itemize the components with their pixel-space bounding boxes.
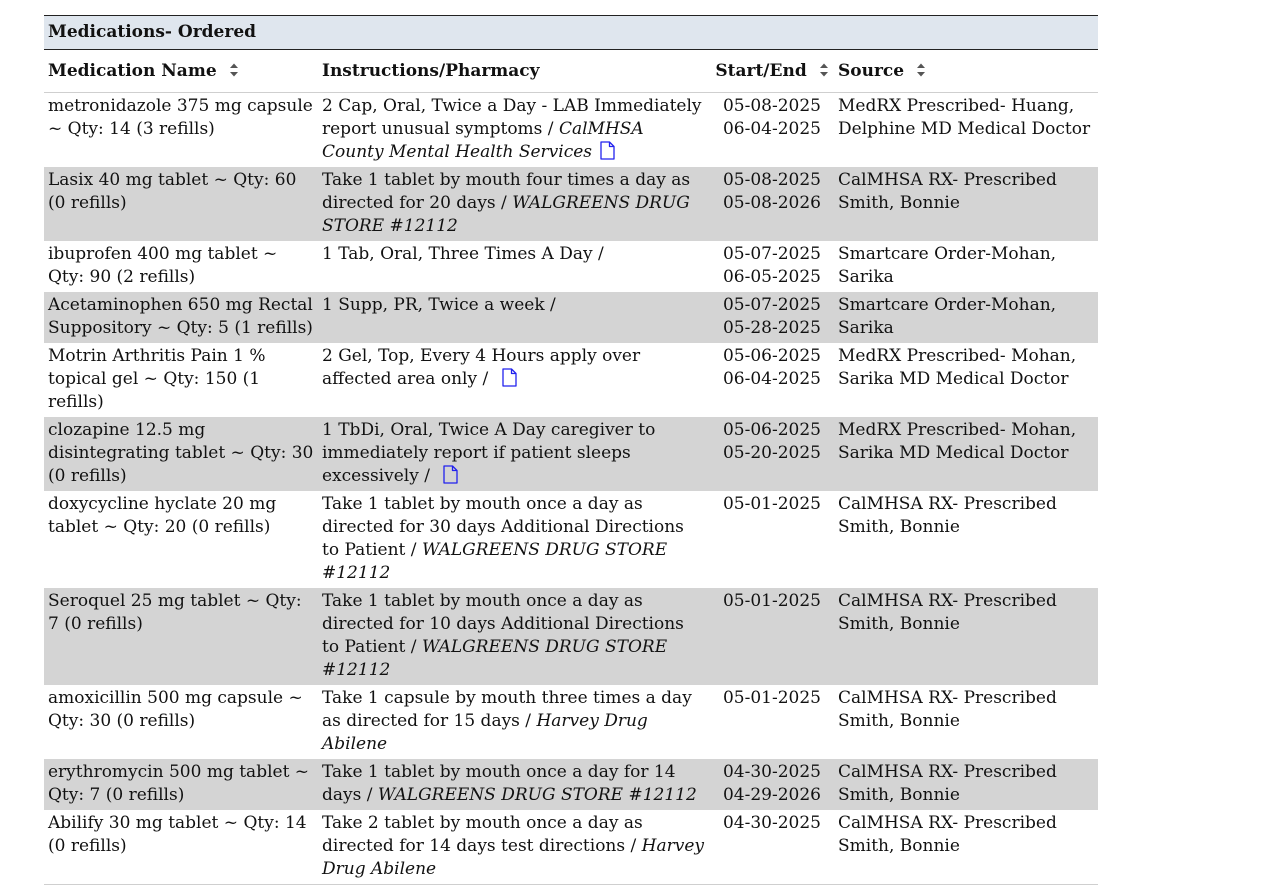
source-text: MedRX Prescribed- Mohan, Sarika MD Medical Doctor [838,420,1077,463]
medication-row[interactable] [44,292,1098,343]
instructions-cell [318,343,710,417]
instructions-cell [318,417,710,491]
medication-name-cell [44,491,318,588]
instructions-text: Take 2 tablet by mouth once a day as directed for 14 days test directions / [322,813,643,856]
medications-ordered-panel [44,15,1098,885]
source-text: MedRX Prescribed- Mohan, Sarika MD Medical Doctor [838,346,1077,389]
instructions-text: 2 Cap, Oral, Twice a Day - LAB Immediately report unusual symptoms / [322,96,702,139]
instructions-text: Take 1 tablet by mouth once a day as directed for 10 days Additional Directions to Patient / [322,591,684,657]
dates-cell [710,759,834,810]
instructions-cell [318,810,710,885]
start-date: 05-08-2025 [722,96,821,116]
medication-name: Abilify 30 mg tablet ~ Qty: 14 (0 refills) [48,813,307,856]
start-date: 05-07-2025 [722,244,821,264]
medication-name: Lasix 40 mg tablet ~ Qty: 60 (0 refills) [48,170,297,213]
source-text: CalMHSA RX- Prescribed Smith, Bonnie [838,688,1057,731]
column-header-start-end[interactable] [710,50,834,93]
end-date: 06-05-2025 [722,267,821,287]
medication-name-cell [44,167,318,241]
source-text: CalMHSA RX- Prescribed Smith, Bonnie [838,170,1057,213]
medication-row[interactable] [44,685,1098,759]
medication-name: Seroquel 25 mg tablet ~ Qty: 7 (0 refills) [48,591,302,634]
instructions-cell [318,759,710,810]
source-text: Smartcare Order-Mohan, Sarika [838,244,1057,287]
medication-name-cell [44,241,318,292]
medication-name-cell [44,588,318,685]
medication-row[interactable] [44,759,1098,810]
end-date: 06-04-2025 [722,119,821,139]
source-text: CalMHSA RX- Prescribed Smith, Bonnie [838,494,1057,537]
dates-cell [710,241,834,292]
source-cell [834,241,1098,292]
instructions-cell [318,491,710,588]
source-cell [834,292,1098,343]
end-date: 06-04-2025 [722,369,821,389]
source-text: CalMHSA RX- Prescribed Smith, Bonnie [838,762,1057,805]
end-date: 05-08-2026 [722,193,821,213]
dates-cell [710,810,834,885]
medication-row[interactable] [44,241,1098,292]
pharmacy-name: WALGREENS DRUG STORE #12112 [322,637,668,680]
medication-name-cell [44,810,318,885]
medication-row[interactable] [44,810,1098,885]
medication-name: ibuprofen 400 mg tablet ~ Qty: 90 (2 refills) [48,244,278,287]
pharmacy-name: WALGREENS DRUG STORE #12112 [322,193,690,236]
column-header-label: Instructions/Pharmacy [322,61,540,81]
instructions-cell [318,588,710,685]
medication-row[interactable] [44,491,1098,588]
column-header-source[interactable] [834,50,1098,93]
medication-name: amoxicillin 500 mg capsule ~ Qty: 30 (0 refills) [48,688,303,731]
dates-cell [710,167,834,241]
table-header-row [44,50,1098,93]
medication-row[interactable] [44,167,1098,241]
medication-row[interactable] [44,417,1098,491]
instructions-cell [318,685,710,759]
end-date: 04-29-2026 [722,785,821,805]
pharmacy-name: WALGREENS DRUG STORE #12112 [322,540,668,583]
start-date: 05-08-2025 [722,170,821,190]
medication-name-cell [44,343,318,417]
document-icon[interactable] [502,368,517,387]
instructions-text: 1 TbDi, Oral, Twice A Day caregiver to immediately report if patient sleeps excessively / [322,420,656,486]
source-cell [834,93,1098,168]
dates-cell [710,588,834,685]
source-text: CalMHSA RX- Prescribed Smith, Bonnie [838,813,1057,856]
pharmacy-name: Harvey Drug Abilene [322,711,648,754]
medication-name-cell [44,292,318,343]
source-cell [834,588,1098,685]
instructions-text: Take 1 tablet by mouth once a day as directed for 30 days Additional Directions to Patient / [322,494,684,560]
source-cell [834,810,1098,885]
start-date: 04-30-2025 [722,813,821,833]
source-text: MedRX Prescribed- Huang, Delphine MD Medical Doctor [838,96,1091,139]
instructions-cell [318,93,710,168]
dates-cell [710,417,834,491]
instructions-cell [318,167,710,241]
dates-cell [710,93,834,168]
end-date: 05-20-2025 [722,443,821,463]
start-date: 05-01-2025 [722,494,821,514]
document-icon[interactable] [443,465,458,484]
pharmacy-name: Harvey Drug Abilene [322,836,704,879]
dates-cell [710,292,834,343]
medications-table [44,50,1098,885]
medication-row[interactable] [44,343,1098,417]
instructions-cell [318,241,710,292]
instructions-cell [318,292,710,343]
medication-name-cell [44,759,318,810]
medication-name: Motrin Arthritis Pain 1 % topical gel ~ Qty: 150 (1 refills) [48,346,266,412]
medication-row[interactable] [44,588,1098,685]
dates-cell [710,685,834,759]
medication-name-cell [44,685,318,759]
medication-name: erythromycin 500 mg tablet ~ Qty: 7 (0 refills) [48,762,310,805]
start-date: 05-01-2025 [722,688,821,708]
medication-name: doxycycline hyclate 20 mg tablet ~ Qty: 20 (0 refills) [48,494,277,537]
start-date: 05-06-2025 [722,346,821,366]
source-text: Smartcare Order-Mohan, Sarika [838,295,1057,338]
instructions-text: Take 1 capsule by mouth three times a day as directed for 15 days / [322,688,692,731]
medication-name: Acetaminophen 650 mg Rectal Suppository ~ Qty: 5 (1 refills) [48,295,313,338]
medication-name-cell [44,417,318,491]
instructions-text: 1 Supp, PR, Twice a week / [322,295,556,315]
medication-name: clozapine 12.5 mg disintegrating tablet ~ Qty: 30 (0 refills) [48,420,314,486]
instructions-text: 2 Gel, Top, Every 4 Hours apply over affected area only / [322,346,641,389]
sort-icon[interactable] [916,62,926,78]
instructions-text: Take 1 tablet by mouth once a day for 14 days / [322,762,676,805]
source-cell [834,343,1098,417]
column-header-label: Medication Name [48,61,217,81]
pharmacy-name: CalMHSA County Mental Health Services [322,119,644,162]
dates-cell [710,491,834,588]
source-cell [834,491,1098,588]
start-date: 05-07-2025 [722,295,821,315]
source-cell [834,167,1098,241]
source-text: CalMHSA RX- Prescribed Smith, Bonnie [838,591,1057,634]
medication-name: metronidazole 375 mg capsule ~ Qty: 14 (3 refills) [48,96,313,139]
medication-row[interactable] [44,93,1098,168]
source-cell [834,685,1098,759]
medications-table-body [44,93,1098,885]
end-date: 05-28-2025 [722,318,821,338]
instructions-text: 1 Tab, Oral, Three Times A Day / [322,244,604,264]
pharmacy-name: WALGREENS DRUG STORE #12112 [377,785,697,805]
source-cell [834,759,1098,810]
source-cell [834,417,1098,491]
sort-icon[interactable] [819,62,829,78]
start-date: 04-30-2025 [722,762,821,782]
panel-title: Medications- Ordered [44,15,1098,50]
dates-cell [710,343,834,417]
start-date: 05-01-2025 [722,591,821,611]
sort-icon[interactable] [229,62,239,78]
column-header-label: Source [838,61,905,81]
medication-name-cell [44,93,318,168]
column-header-instructions-pharmacy [318,50,710,93]
start-date: 05-06-2025 [722,420,821,440]
column-header-label: Start/End [715,61,807,81]
document-icon[interactable] [600,141,615,160]
instructions-text: Take 1 tablet by mouth four times a day as directed for 20 days / [322,170,691,213]
column-header-medication-name[interactable] [44,50,318,93]
